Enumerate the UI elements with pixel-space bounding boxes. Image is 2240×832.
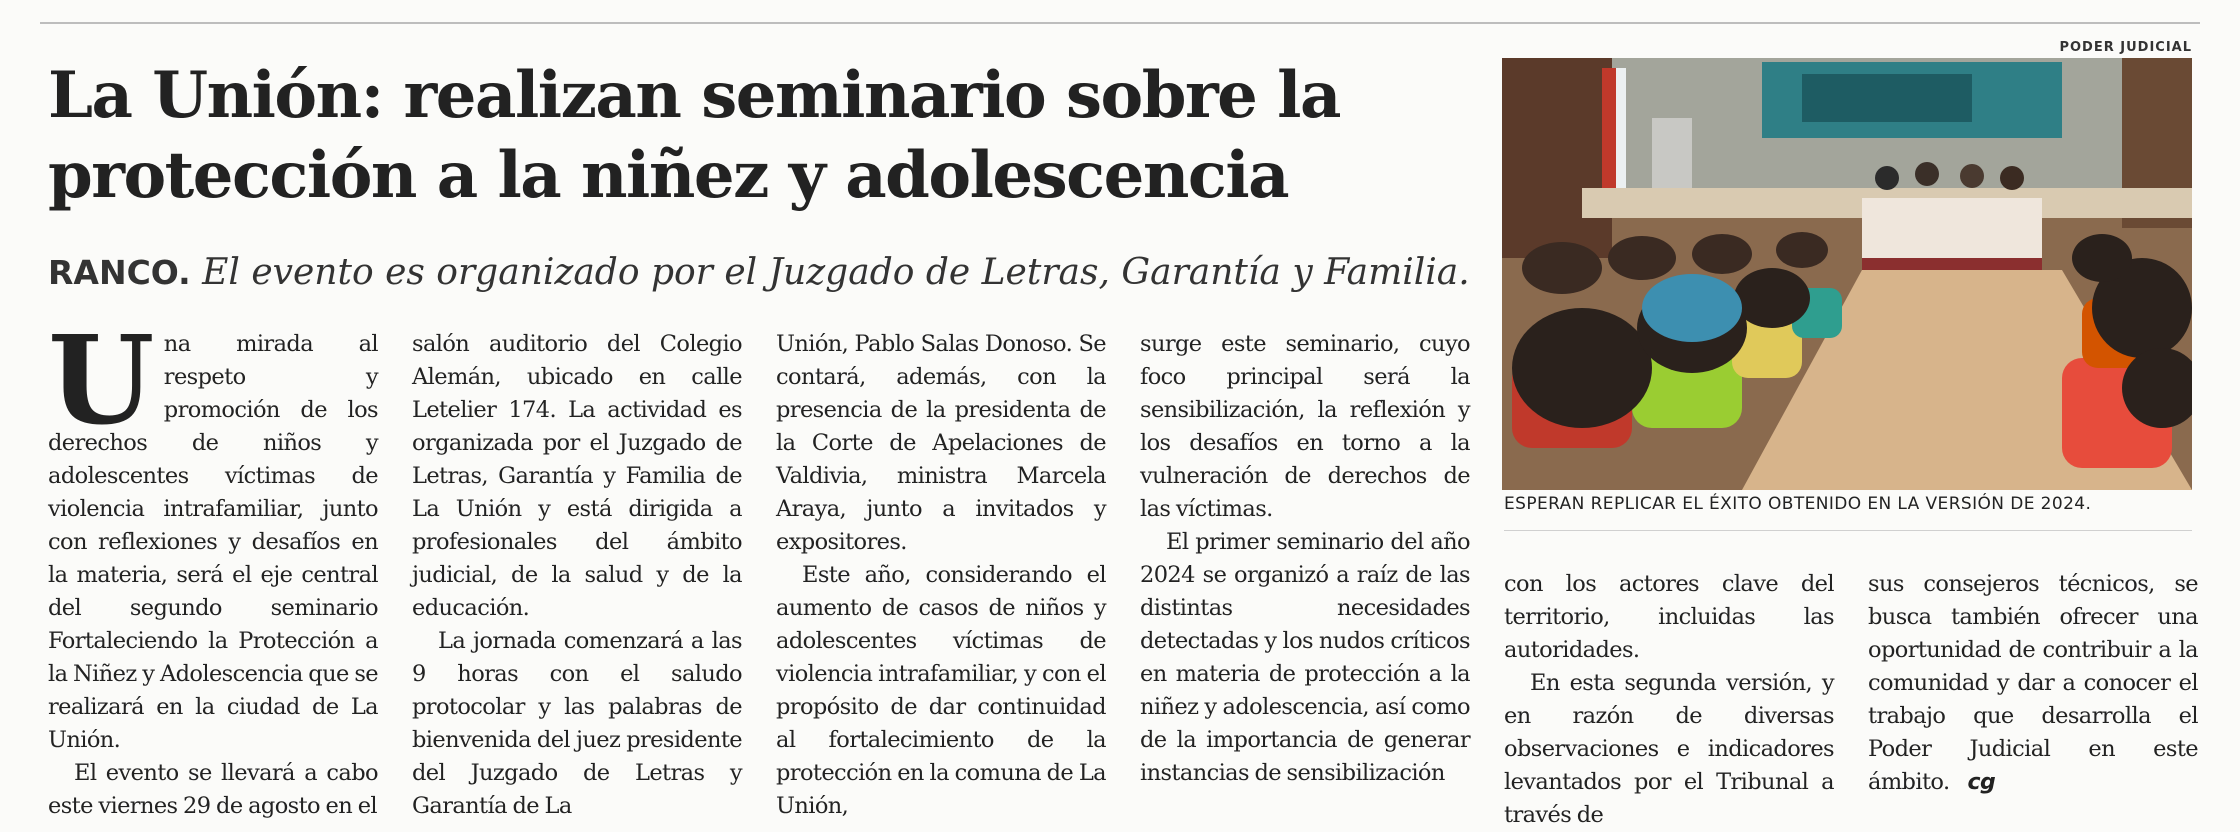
auditorium-illustration xyxy=(1502,58,2192,490)
subhead-kicker: RANCO. xyxy=(48,253,191,292)
paragraph: con los actores clave del territorio, incluidas las autoridades. xyxy=(1504,571,1834,663)
teal-jacket xyxy=(1642,274,1742,342)
screen-slide xyxy=(1802,74,1972,122)
panel-table xyxy=(1862,198,2042,258)
article-column-3 xyxy=(776,328,1106,819)
article-column-6 xyxy=(1868,568,2198,795)
paragraph: En esta segunda versión, y en razón de diversas observaciones e indicadores levantados por el Tribunal a través de xyxy=(1504,670,1834,828)
subheadline xyxy=(48,248,1488,298)
stage-edge xyxy=(1862,258,2042,270)
speaker-1 xyxy=(1875,166,1899,190)
paragraph-text: sus consejeros técnicos, se busca también ofrecer una oportunidad de contribuir a la comunidad y dar a conocer el trabajo que desarrolla el Poder Judicial en este ámbito. xyxy=(1868,571,2198,795)
article-column-4 xyxy=(1140,328,1470,788)
flag-red xyxy=(1602,68,1616,188)
event-photo xyxy=(1502,58,2192,490)
flag-white xyxy=(1616,68,1626,188)
photo-caption: ESPERAN REPLICAR EL ÉXITO OBTENIDO EN LA VERSIÓN DE 2024. xyxy=(1504,494,2092,514)
end-mark: cg xyxy=(1967,770,1996,795)
paragraph: El primer seminario del año 2024 se organizó a raíz de las distintas necesidades detectadas y los nudos críticos en materia de protección a la niñez y adolescencia, así como de la importancia de generar instancias de sensibilización xyxy=(1140,529,1470,786)
paragraph: El evento se llevará a cabo este viernes 29 de agosto en el xyxy=(48,760,378,819)
paragraph: salón auditorio del Colegio Alemán, ubicado en calle Letelier 174. La actividad es organizada por el Juzgado de Letras, Garantía y Familia de La Unión y está dirigida a profesionales del ámbito judicial, de la salud y de la educación. xyxy=(412,331,742,621)
paragraph: La jornada comenzará a las 9 horas con el saludo protocolar y las palabras de bienvenida del juez presidente del Juzgado de Letras y Garantía de La xyxy=(412,628,742,819)
speaker-3 xyxy=(1960,164,1984,188)
paragraph: Este año, considerando el aumento de casos de niños y adolescentes víctimas de violencia intrafamiliar, y con el propósito de dar continuidad al fortalecimiento de la protección en la comuna de La Unión, xyxy=(776,562,1106,819)
drop-cap: U xyxy=(48,308,154,452)
article-column-1 xyxy=(48,308,378,819)
subhead-dek: El evento es organizado por el Juzgado de Letras, Garantía y Familia. xyxy=(202,252,1470,293)
headline: La Unión: realizan seminario sobre la protección a la niñez y adolescencia xyxy=(48,58,1340,213)
top-rule xyxy=(40,22,2200,24)
paragraph: na mirada al respeto y promoción de los derechos de niños y adolescentes víctimas de violencia intrafamiliar, junto con reflexiones y desafíos en la materia, será el eje central del segundo seminario Fortaleciendo la Protección a la Niñez y Adolescencia que se realizará en la ciudad de La Unión. xyxy=(48,331,378,753)
paragraph: Unión, Pablo Salas Donoso. Se contará, además, con la presencia de la presidenta de la Corte de Apelaciones de Valdivia, ministra Marcela Araya, junto a invitados y expositores. xyxy=(776,331,1106,555)
caption-rule xyxy=(1504,530,2192,531)
speaker-4 xyxy=(2000,166,2024,190)
article-column-2 xyxy=(412,328,742,819)
paragraph xyxy=(1868,568,2198,799)
speaker-2 xyxy=(1915,162,1939,186)
photo-credit: PODER JUDICIAL xyxy=(2059,40,2192,55)
paragraph: surge este seminario, cuyo foco principal será la sensibilización, la reflexión y los desafíos en torno a la vulneración de derechos de las víctimas. xyxy=(1140,331,1470,522)
lectern xyxy=(1652,118,1692,188)
article-column-5 xyxy=(1504,568,1834,828)
wood-panel-left xyxy=(1502,58,1612,258)
